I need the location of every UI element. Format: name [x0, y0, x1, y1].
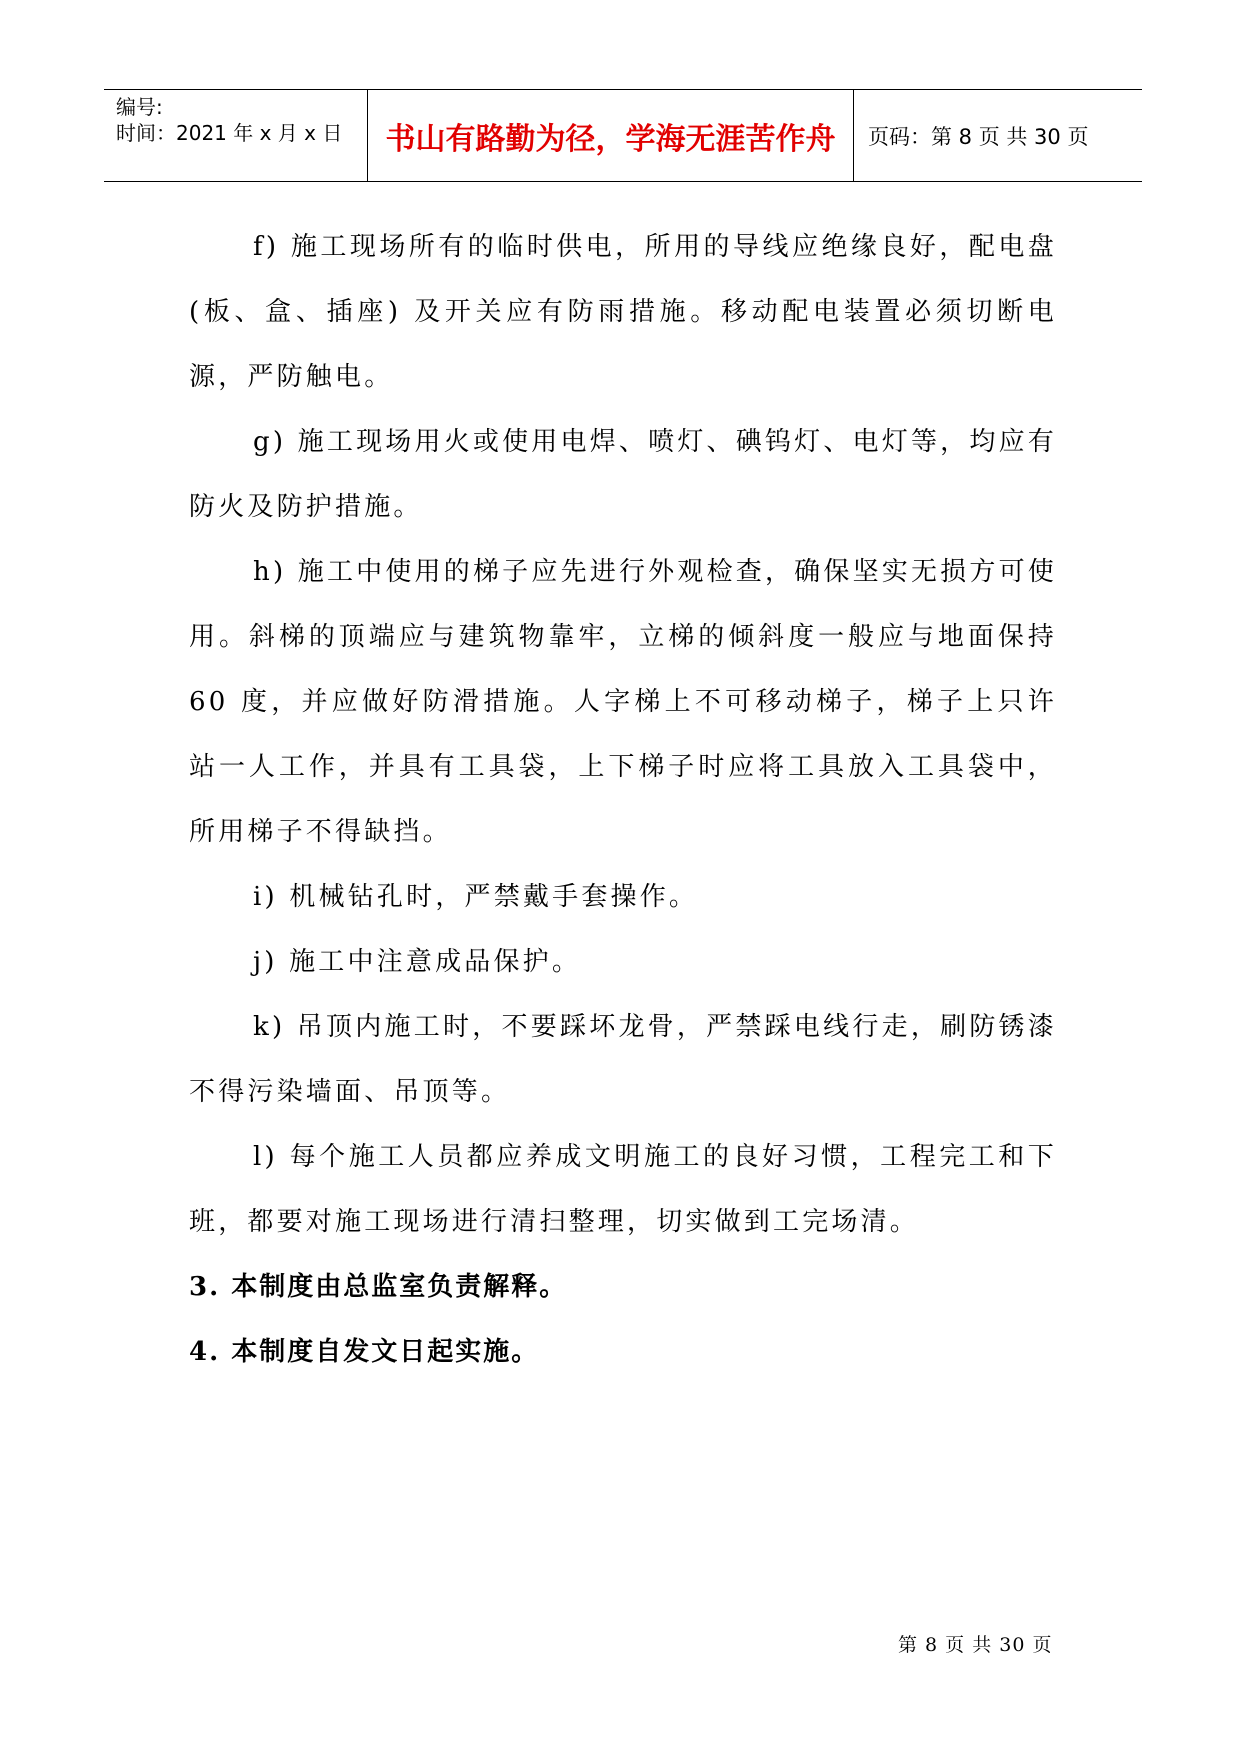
- page-header: [104, 89, 1142, 182]
- header-page-code: 页码：第 8 页 共 30 页: [868, 124, 1089, 149]
- paragraph-g: g) 施工现场用火或使用电焊、喷灯、碘钨灯、电灯等，均应有防火及防护措施。: [189, 427, 1057, 522]
- clause-4: 4. 本制度自发文日起实施。: [189, 1337, 540, 1367]
- paragraph-j: j) 施工中注意成品保护。: [253, 947, 582, 977]
- paragraph-l: l) 每个施工人员都应养成文明施工的良好习惯，工程完工和下班，都要对施工现场进行清扫整理，切实做到工完场清。: [189, 1142, 1057, 1237]
- clause-3: 3. 本制度由总监室负责解释。: [189, 1272, 568, 1302]
- paragraph-k: k) 吊顶内施工时，不要踩坏龙骨，严禁踩电线行走，刷防锈漆不得污染墙面、吊顶等。: [189, 1012, 1057, 1107]
- header-meta: [104, 90, 368, 181]
- page-footer: 第 8 页 共 30 页: [898, 1634, 1053, 1656]
- paragraph-f: f) 施工现场所有的临时供电，所用的导线应绝缘良好，配电盘(板、盒、插座) 及开关应有防雨措施。移动配电装置必须切断电源，严防触电。: [189, 232, 1057, 392]
- paragraph-h: h) 施工中使用的梯子应先进行外观检查，确保坚实无损方可使用。斜梯的顶端应与建筑物靠牢，立梯的倾斜度一般应与地面保持 60 度，并应做好防滑措施。人字梯上不可移动梯子，梯子上只许站一人工作，并具有工具袋，上下梯子时应将工具放入工具袋中，所用梯子不得缺挡。: [189, 557, 1057, 847]
- header-motto-cell: [368, 90, 854, 181]
- paragraph-i: i) 机械钻孔时，严禁戴手套操作。: [253, 882, 699, 912]
- header-page-code-cell: [854, 90, 1142, 181]
- header-motto: 书山有路勤为径，学海无涯苦作舟: [385, 121, 836, 157]
- document-time-label: 时间：2021 年 x 月 x 日: [116, 121, 343, 145]
- document-body: [189, 215, 1057, 1385]
- document-number-label: 编号:: [116, 95, 163, 119]
